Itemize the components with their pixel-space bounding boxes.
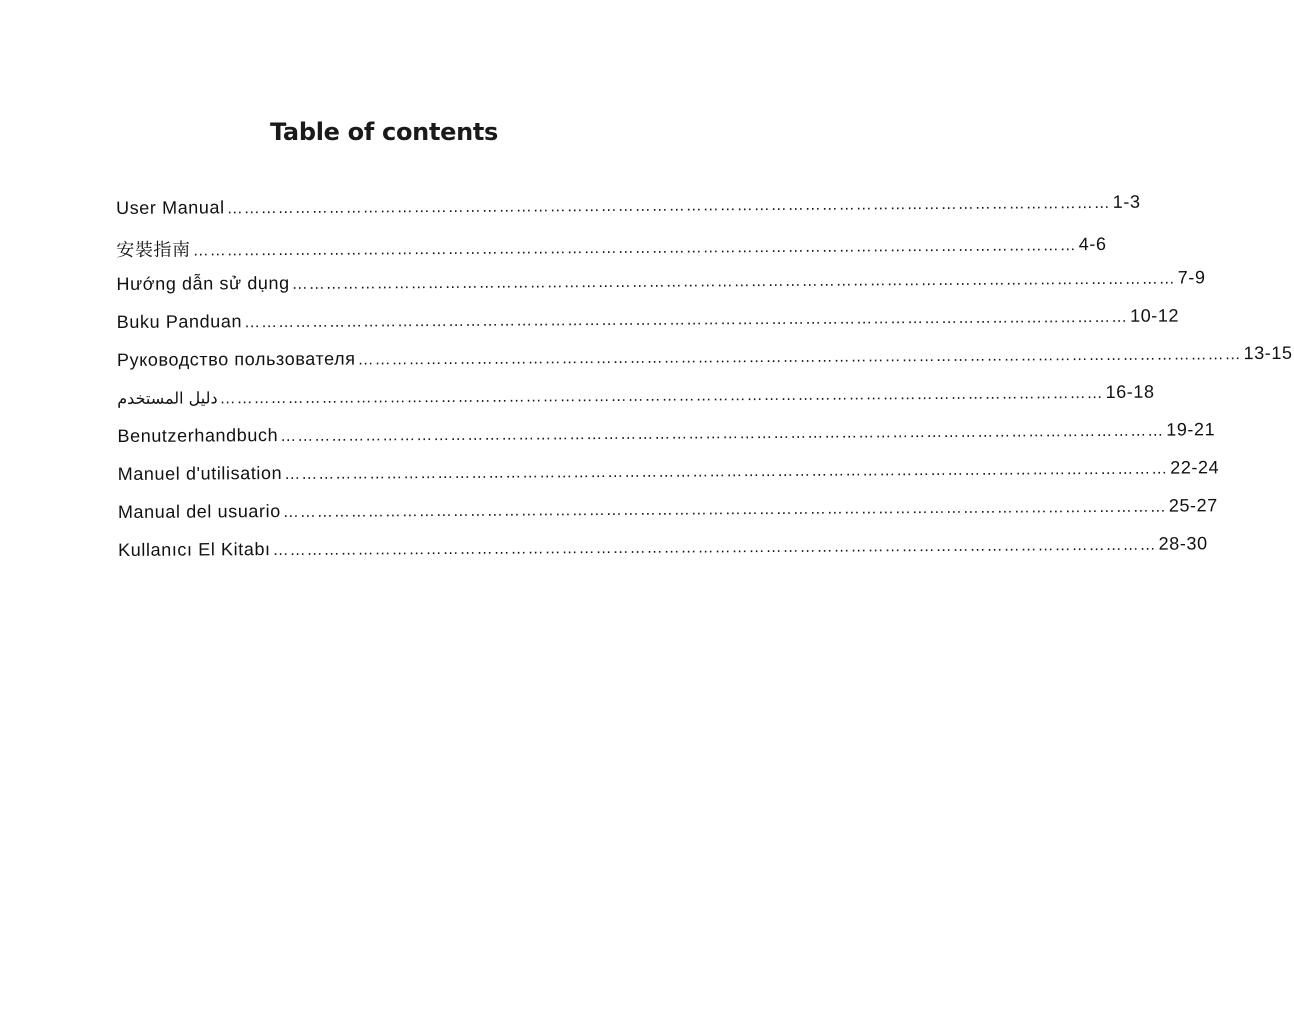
toc-dot-leader: …………………………………………………………………………………………………………………………………………: [291, 270, 1176, 293]
toc-entry-label: Manuel d'utilisation: [117, 462, 283, 484]
toc-entry-pages: 16-18: [1105, 381, 1155, 402]
toc-entry-label: Hướng dẫn sử dụng: [116, 272, 290, 294]
toc-entry-spanish: [117, 495, 1218, 540]
toc-entry-label: Kullanıcı El Kitabı: [118, 539, 271, 560]
toc-entry-german: [117, 419, 1216, 464]
toc-entry-pages: 7-9: [1177, 267, 1206, 288]
toc-entry-french: [117, 457, 1220, 502]
toc-entry-label: Buku Panduan: [116, 311, 243, 332]
toc-entry-turkish: [118, 533, 1208, 578]
toc-dot-leader: …………………………………………………………………………………………………………………………………………: [272, 536, 1157, 560]
toc-dot-leader: …………………………………………………………………………………………………………………………………………: [284, 460, 1169, 483]
page-title: Table of contents: [269, 118, 499, 146]
toc-entry-label: Руководство пользователя: [116, 348, 356, 370]
toc-entry-pages: 4-6: [1078, 233, 1107, 255]
toc-dot-leader: …………………………………………………………………………………………………………………………………………: [219, 384, 1104, 408]
toc-entry-label: User Manual: [116, 197, 225, 218]
toc-entry-pages: 25-27: [1168, 495, 1218, 516]
toc-entry-label: دليل المستخدم: [117, 388, 218, 408]
toc-dot-leader: …………………………………………………………………………………………………………………………………………: [226, 194, 1111, 218]
toc-dot-leader: …………………………………………………………………………………………………………………………………………: [280, 422, 1165, 446]
toc-entry-pages: 19-21: [1166, 419, 1216, 440]
toc-dot-leader: …………………………………………………………………………………………………………………………………………: [244, 308, 1129, 332]
table-of-contents: [116, 191, 1293, 578]
toc-entry-pages: 10-12: [1129, 305, 1180, 326]
toc-entry-label: 安裝指南: [116, 239, 191, 260]
toc-entry-pages: 22-24: [1170, 457, 1220, 478]
toc-entry-pages: 28-30: [1158, 533, 1208, 554]
toc-dot-leader: …………………………………………………………………………………………………………………………………………: [357, 346, 1242, 369]
toc-dot-leader: …………………………………………………………………………………………………………………………………………: [282, 498, 1167, 521]
toc-entry-user-manual: [116, 191, 1141, 236]
toc-entry-russian: [116, 342, 1293, 388]
toc-entry-pages: 13-15: [1243, 342, 1293, 364]
toc-dot-leader: …………………………………………………………………………………………………………………………………………: [192, 237, 1077, 260]
toc-entry-arabic: [117, 381, 1155, 426]
toc-entry-label: Manual del usuario: [117, 500, 281, 522]
toc-entry-indonesian: [116, 305, 1180, 350]
toc-entry-vietnamese: [116, 267, 1206, 312]
toc-entry-pages: 1-3: [1112, 191, 1141, 212]
toc-entry-label: Benutzerhandbuch: [117, 425, 279, 446]
toc-entry-chinese: [116, 233, 1107, 274]
